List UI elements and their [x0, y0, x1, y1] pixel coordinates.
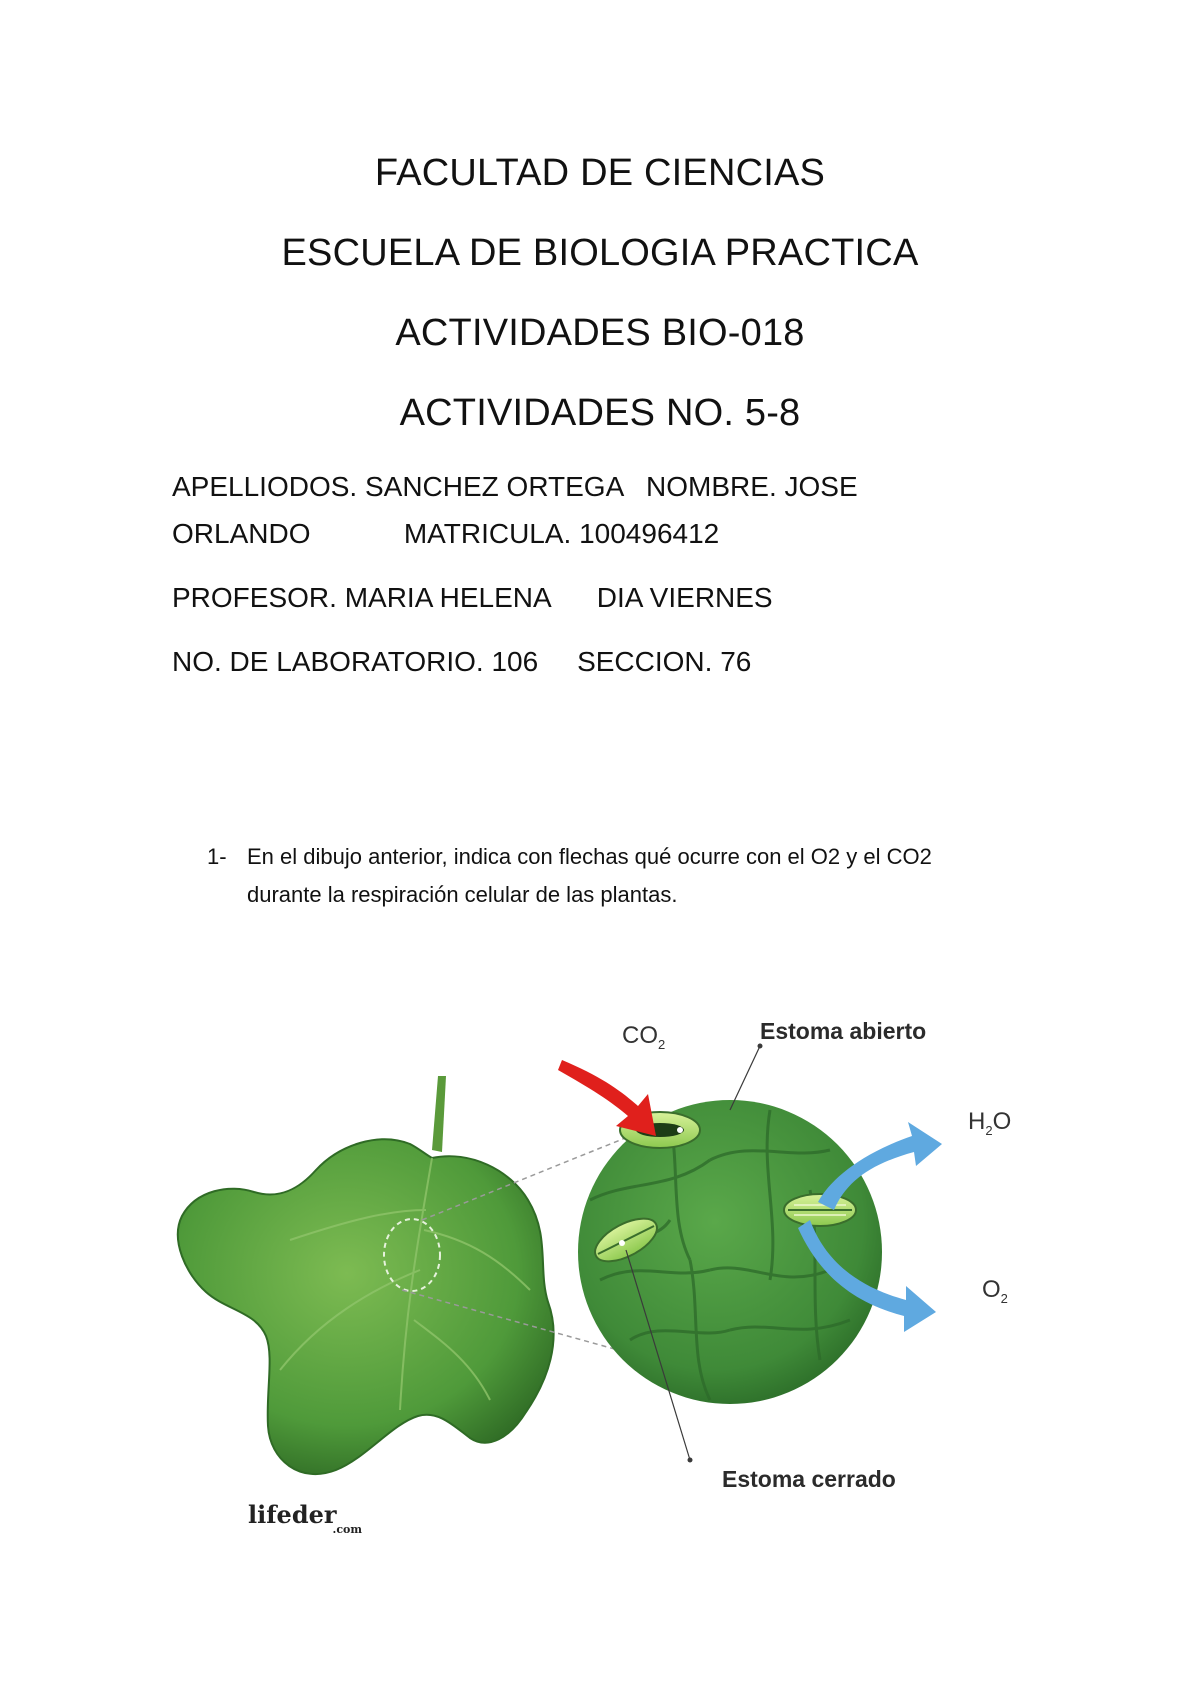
student-info-line-2: ORLANDO MATRICULA. 100496412	[172, 518, 720, 549]
co2-arrow	[558, 1060, 656, 1136]
stomata-figure	[170, 1018, 1030, 1560]
label-co2: $CO_2$	[622, 1022, 666, 1052]
label-estoma-cerrado: Estoma cerrado	[722, 1466, 896, 1492]
label-o2: $O_2$	[982, 1276, 1008, 1306]
student-info-line-4: NO. DE LABORATORIO. 106 SECCION. 76	[172, 646, 752, 677]
label-estoma-abierto: Estoma abierto	[760, 1018, 927, 1044]
header-title-2: ESCUELA DE BIOLOGIA PRACTICA	[281, 232, 919, 274]
question-text: En el dibujo anterior, indica con flechas qué ocurre con el O2 y el CO2 durante la respiración celular de las plantas.	[247, 844, 932, 907]
stomata-illustration	[170, 1040, 1030, 1560]
header-title-1: FACULTAD DE CIENCIAS	[374, 152, 826, 194]
question-number: 1-	[207, 844, 227, 869]
pointer-open	[730, 1046, 760, 1110]
lifeder-logo: lifeder$_{.com}$	[248, 1500, 363, 1536]
fig-leaf	[178, 1076, 554, 1474]
header-title-4: ACTIVIDADES NO. 5-8	[399, 392, 801, 434]
header-title-3: ACTIVIDADES BIO-018	[395, 312, 805, 354]
label-h2o: $H_2O$	[968, 1108, 1012, 1138]
student-info-line-1: APELLIODOS. SANCHEZ ORTEGA NOMBRE. JOSE	[172, 471, 858, 502]
leaf-stem	[432, 1076, 446, 1152]
zoom-circle	[578, 1100, 882, 1404]
student-info-line-3: PROFESOR. MARIA HELENA DIA VIERNES	[172, 582, 773, 613]
